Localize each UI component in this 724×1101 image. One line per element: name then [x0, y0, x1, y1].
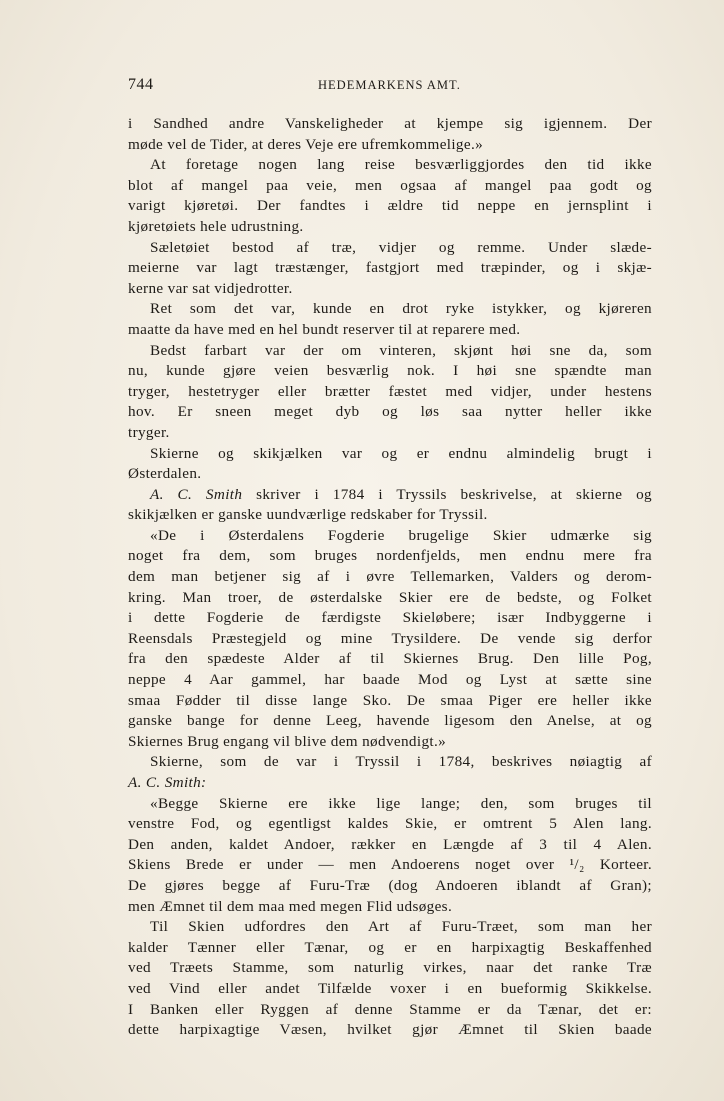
text-line: nu, kunde gjøre veien besværlig nok. I høi sne spændte man — [128, 362, 652, 380]
text-line: Ret som det var, kunde en drot ryke istykker, og kjøreren — [150, 300, 652, 318]
text-line: dette harpixagtige Væsen, hvilket gjør Æmnet til Skien baade — [128, 1021, 652, 1039]
text-segment: skriver i 1784 i Tryssils beskrivelse, at skierne og — [256, 485, 652, 503]
text-line: At foretage nogen lang reise besværliggjordes den tid ikke — [150, 156, 652, 174]
text-line: tryger. — [128, 423, 170, 441]
text-line: neppe 4 Aar gammel, har baade Mod og Lyst at sætte sine — [128, 671, 652, 689]
author-name: A. C. Smith — [150, 485, 243, 503]
text-line: meierne var lagt træstænger, fastgjort med træpinder, og i skjæ- — [128, 259, 652, 277]
text-line: varigt kjøretøi. Der fandtes i ældre tid neppe en jernsplint i — [128, 197, 652, 215]
text-line: ved Vind eller andet Tilfælde voxer i en bueformig Skikkelse. — [128, 979, 652, 997]
text-line: tryger, hestetryger eller brætter fæstet med vidjer, under hestens — [128, 382, 652, 400]
text-line: Østerdalen. — [128, 465, 202, 483]
text-line — [128, 485, 652, 506]
text-line: fra den spædeste Alder af til Skiernes Brug. Den lille Pog, — [128, 650, 652, 668]
text-line: «De i Østerdalens Fogderie brugelige Skier udmærke sig — [150, 526, 652, 544]
text-line: kring. Man troer, de østerdalske Skier ere de bedste, og Folket — [128, 588, 652, 606]
text-line: Skierne og skikjælken var og er endnu almindelig brugt i — [150, 444, 652, 462]
text-line: blot af mangel paa veie, men ogsaa af mangel paa godt og — [128, 176, 652, 194]
text-line: kjøretøiets hele udrustning. — [128, 217, 304, 235]
text-line: dem man betjener sig af i øvre Tellemarken, Valders og derom- — [128, 568, 652, 586]
text-line: Bedst farbart var der om vinteren, skjønt høi sne da, som — [150, 341, 652, 359]
text-line: Sæletøiet bestod af træ, vidjer og remme. Under slæde- — [150, 238, 652, 256]
text-line: Reensdals Præstegjeld og mine Trysildere. De vende sig derfor — [128, 629, 652, 647]
text-line: Skiens Brede er under — men Andoerens noget over ¹/₂ Korteer. — [128, 856, 652, 874]
body-text — [128, 114, 652, 1041]
text-line: «Begge Skierne ere ikke lige lange; den, som bruges til — [150, 794, 652, 812]
text-line: Skiernes Brug engang vil blive dem nødvendigt.» — [128, 732, 447, 750]
text-line: smaa Fødder til disse lange Sko. De smaa Piger ere heller ikke — [128, 691, 652, 709]
text-line: kalder Tænner eller Tænar, og er en harpixagtig Beskaffenhed — [128, 938, 652, 956]
text-line: i Sandhed andre Vanskeligheder at kjempe sig igjennem. Der — [128, 115, 652, 132]
author-name: A. C. Smith: — [128, 774, 207, 791]
text-line: ved Træets Stamme, som naturlig virkes, naar det ranke Træ — [128, 959, 652, 977]
text-line: venstre Fod, og egentligst kaldes Skie, er omtrent 5 Alen lang. — [128, 815, 652, 833]
text-line: De gjøres begge af Furu-Træ (dog Andoeren iblandt af Gran); — [128, 876, 652, 894]
text-line: kerne var sat vidjedrotter. — [128, 279, 293, 297]
text-line: Til Skien udfordres den Art af Furu-Træet, som man her — [150, 918, 652, 936]
text-line: maatte da have med en hel bundt reserver til at reparere med. — [128, 320, 521, 338]
text-line: ganske bange for denne Leeg, havende ligesom den Anelse, at og — [128, 712, 652, 730]
page-number: 744 — [128, 76, 154, 93]
text-line: noget fra dem, som bruges nordenfjelds, men endnu mere fra — [128, 547, 652, 565]
running-head: HEDEMARKENS AMT. — [318, 78, 461, 92]
text-line: skikjælken er ganske uundværlige redskaber for Tryssil. — [128, 506, 488, 524]
text-line: i dette Fogderie de færdigste Skieløbere; især Indbyggerne i — [128, 609, 652, 627]
text-line: Den anden, kaldet Andoer, rækker en Længde af 3 til 4 Alen. — [128, 835, 652, 853]
text-line: I Banken eller Ryggen af denne Stamme er da Tænar, det er: — [128, 1000, 652, 1018]
page-header — [128, 76, 652, 96]
text-line: hov. Er sneen meget dyb og løs saa nytter heller ikke — [128, 403, 652, 421]
text-line: møde vel de Tider, at deres Veje ere ufremkommelige.» — [128, 135, 484, 153]
text-line: men Æmnet til dem maa med megen Flid udsøges. — [128, 897, 453, 915]
text-line: Skierne, som de var i Tryssil i 1784, beskrives nøiagtig af — [150, 753, 652, 771]
